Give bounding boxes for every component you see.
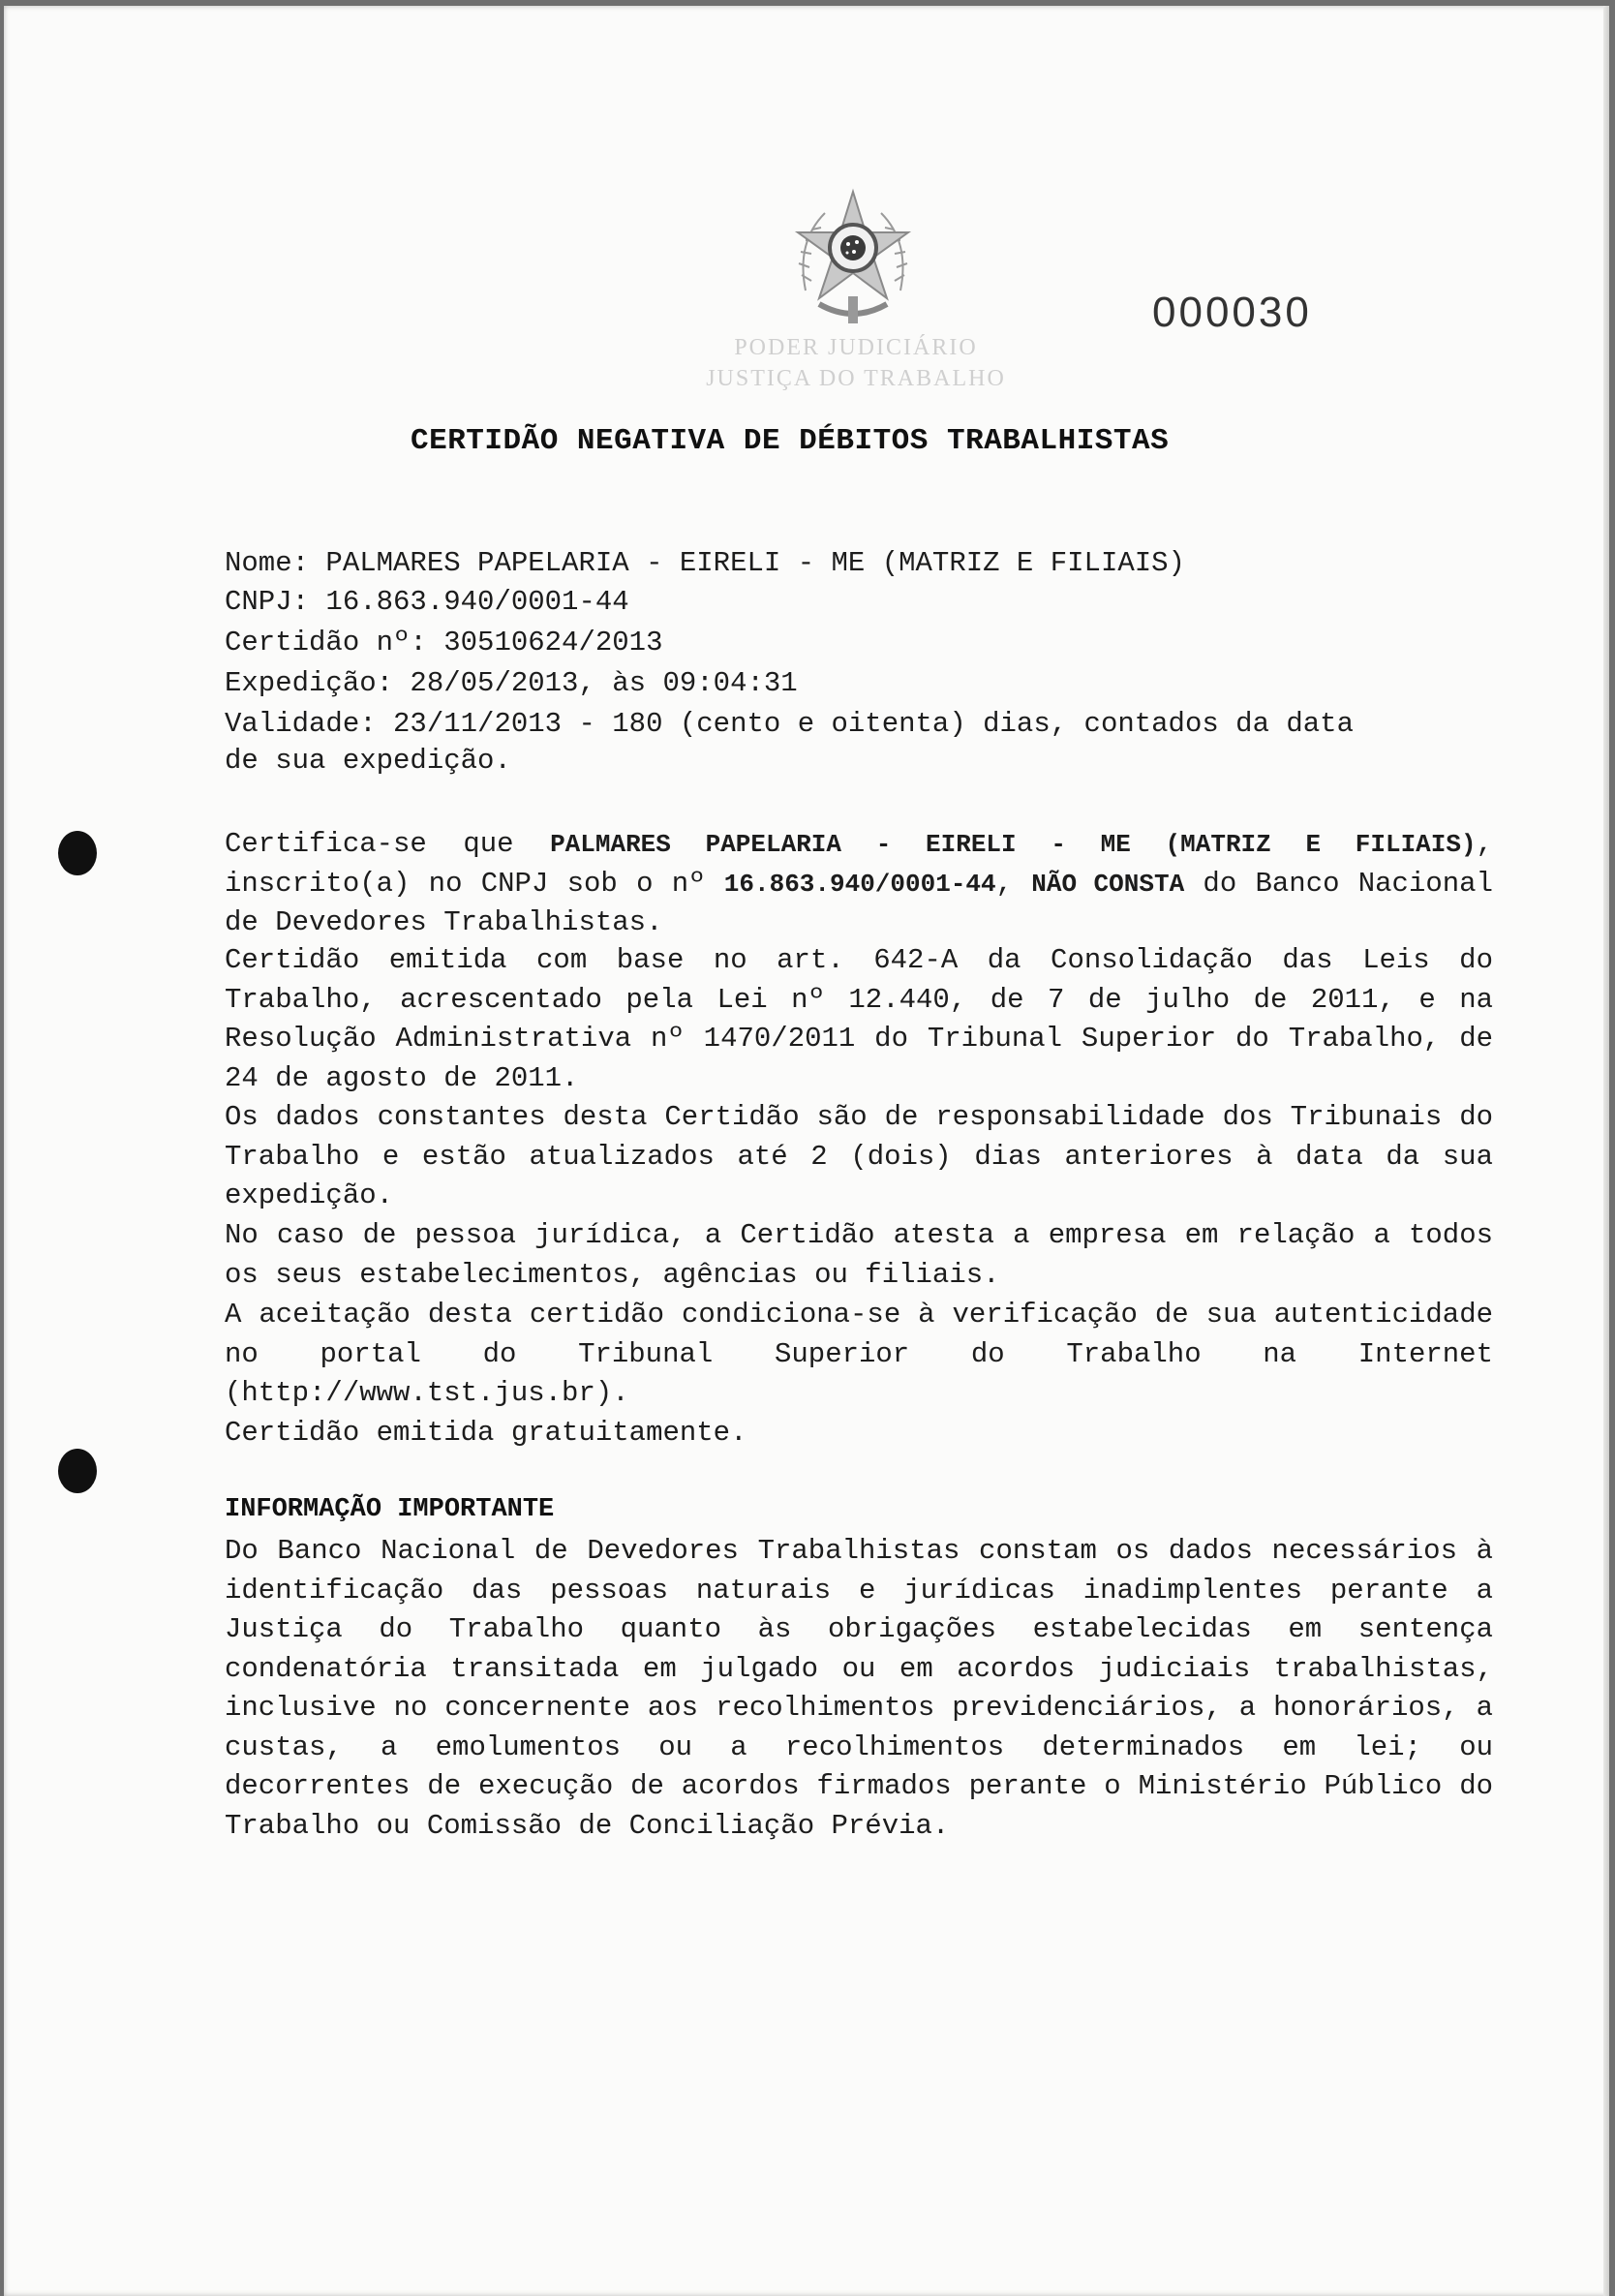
- field-nome: Nome: PALMARES PAPELARIA - EIRELI - ME (MATRIZ E FILIAIS): [225, 547, 1185, 579]
- cert-status: NÃO CONSTA: [1031, 869, 1185, 899]
- punch-hole-bottom: [58, 1449, 97, 1493]
- field-certidao-numero: Certidão nº: 30510624/2013: [225, 627, 663, 658]
- punch-hole-top: [58, 831, 97, 875]
- cert-cnpj: 16.863.940/0001-44: [723, 869, 996, 899]
- legal-basis-paragraph: Certidão emitida com base no art. 642-A da Consolidação das Leis do Trabalho, acrescentado pela Lei nº 12.440, de 7 de julho de 2011, e na Resolução Administrativa nº 1470/2011 do Tribunal Superior do Trabalho, de 24 de agosto de 2011.: [225, 944, 1493, 1094]
- important-info-paragraph: Do Banco Nacional de Devedores Trabalhistas constam os dados necessários à identificação das pessoas naturais e jurídicas inadimplentes perante a Justiça do Trabalho quanto às obrigações estabelecidas em sentença condenatória transitada em julgado ou em acordos judiciais trabalhistas, inclusive no concernente aos recolhimentos previdenciários, a honorários, a custas, a emolumentos ou a recolhimentos determinados em lei; ou decorrentes de execução de acordos firmados perante o Ministério Público do Trabalho ou Comissão de Conciliação Prévia.: [225, 1535, 1493, 1842]
- certification-paragraph: [225, 825, 1493, 943]
- document-title: CERTIDÃO NEGATIVA DE DÉBITOS TRABALHISTAS: [411, 424, 1170, 458]
- field-validade: Validade: 23/11/2013 - 180 (cento e oitenta) dias, contados da data: [225, 708, 1354, 740]
- cert-company-name: PALMARES PAPELARIA - EIRELI - ME (MATRIZ E FILIAIS): [550, 830, 1477, 859]
- document-page: [4, 6, 1609, 2296]
- legal-entity-paragraph: No caso de pessoa jurídica, a Certidão atesta a empresa em relação a todos os seus estabelecimentos, agências ou filiais.: [225, 1219, 1493, 1291]
- field-validade-continued: de sua expedição.: [225, 745, 511, 777]
- cert-text-comma: ,: [995, 867, 1032, 900]
- coat-of-arms-emblem: [786, 184, 920, 333]
- page-edge: [1603, 6, 1609, 2296]
- field-cnpj: CNPJ: 16.863.940/0001-44: [225, 586, 629, 618]
- important-info-heading: INFORMAÇÃO IMPORTANTE: [225, 1495, 555, 1524]
- field-expedicao: Expedição: 28/05/2013, às 09:04:31: [225, 667, 798, 699]
- cert-text-end: do Banco Nacional de Devedores Trabalhistas.: [225, 867, 1493, 938]
- watermark-poder-judiciario: PODER JUDICIÁRIO: [734, 335, 978, 360]
- watermark-justica-do-trabalho: JUSTIÇA DO TRABALHO: [706, 366, 1006, 391]
- cert-text-cnpj-intro: , inscrito(a) no CNPJ sob o nº: [225, 828, 1493, 900]
- data-responsibility-paragraph: Os dados constantes desta Certidão são de responsabilidade dos Tribunais do Trabalho e estão atualizados até 2 (dois) dias anteriores à data da sua expedição.: [225, 1101, 1493, 1211]
- authenticity-paragraph: A aceitação desta certidão condiciona-se à verificação de sua autenticidade no portal do Tribunal Superior do Trabalho na Internet (http://www.tst.jus.br).: [225, 1299, 1493, 1409]
- free-issue-paragraph: Certidão emitida gratuitamente.: [225, 1417, 747, 1449]
- cert-text-start: Certifica-se que: [225, 828, 551, 860]
- page-stamp-number: 000030: [1152, 289, 1312, 336]
